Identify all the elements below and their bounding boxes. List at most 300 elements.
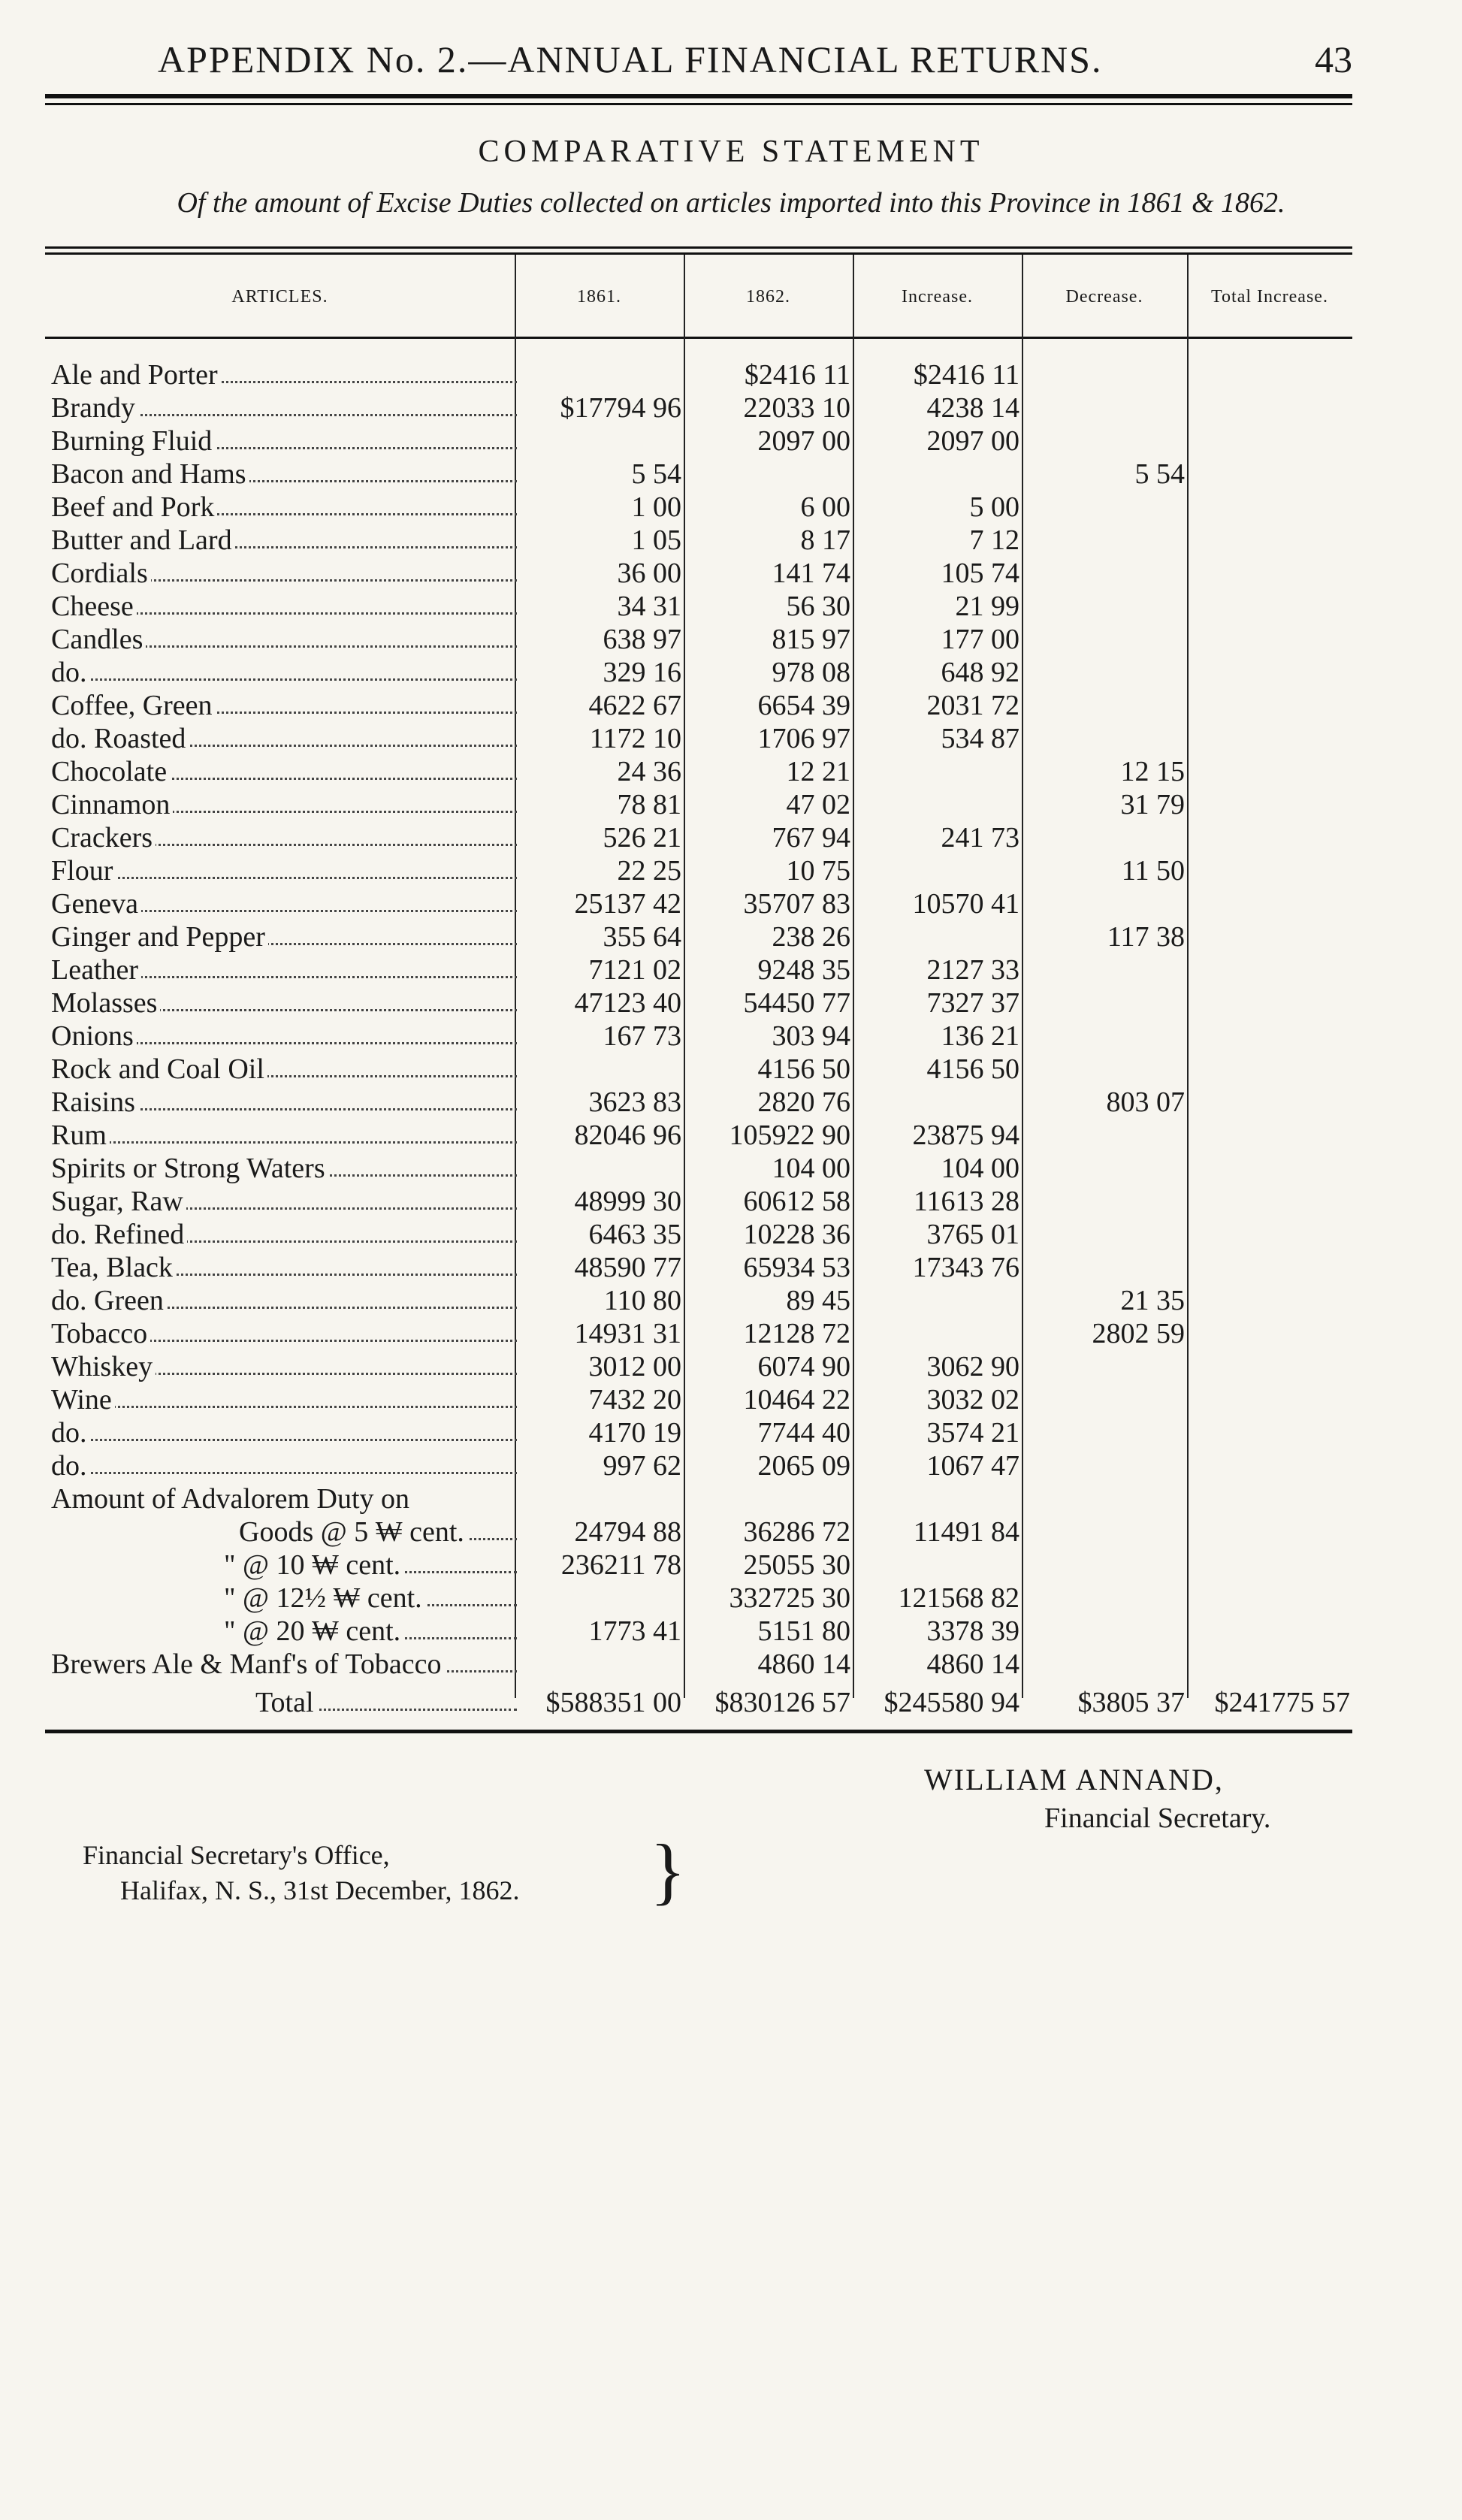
- cell-total-increase: [1187, 1417, 1350, 1449]
- cell-1862: 54450 77: [743, 987, 850, 1019]
- cell-article: [51, 1285, 517, 1316]
- cell-1862: 238 26: [772, 921, 850, 953]
- cell-increase: 4860 14: [926, 1648, 1019, 1680]
- table-row: [45, 359, 1352, 391]
- article-label: " @ 10 ₩ cent.: [224, 1549, 403, 1581]
- cell-article: [224, 1549, 517, 1581]
- cell-increase: 3765 01: [926, 1219, 1019, 1250]
- cell-decrease: [1022, 822, 1185, 854]
- article-label: Rum: [51, 1119, 110, 1151]
- cell-article: [51, 756, 517, 787]
- cell-1861: 5 54: [631, 458, 681, 490]
- total-rule: [45, 1730, 1352, 1733]
- cell-decrease: [1022, 624, 1185, 655]
- article-label: Wine: [51, 1384, 115, 1416]
- total-row: [45, 1687, 1352, 1718]
- column-header-1862: 1862.: [746, 287, 790, 307]
- cell-article: [51, 1318, 517, 1349]
- article-label: Cinnamon: [51, 789, 173, 820]
- cell-increase: 104 00: [941, 1153, 1019, 1184]
- cell-1862: 767 94: [772, 822, 850, 854]
- article-label: do.: [51, 1450, 90, 1482]
- cell-1862: 6 00: [800, 491, 850, 523]
- cell-1862: [684, 1483, 850, 1515]
- article-label: Amount of Advalorem Duty on: [51, 1483, 410, 1515]
- cell-increase: 3574 21: [926, 1417, 1019, 1449]
- cell-total-increase: [1187, 359, 1350, 391]
- cell-increase: 5 00: [969, 491, 1019, 523]
- cell-1861: 7432 20: [588, 1384, 681, 1416]
- cell-total-increase: [1187, 624, 1350, 655]
- table-row: [45, 425, 1352, 457]
- table-row: [45, 987, 1352, 1019]
- table-row: [45, 1252, 1352, 1283]
- article-label: Whiskey: [51, 1351, 156, 1382]
- cell-increase: 17343 76: [912, 1252, 1019, 1283]
- article-label: Candles: [51, 624, 146, 655]
- cell-article: [51, 1483, 409, 1515]
- cell-article: [51, 1450, 517, 1482]
- cell-1861: 48590 77: [574, 1252, 681, 1283]
- cell-decrease: [1022, 359, 1185, 391]
- cell-decrease: [1022, 1549, 1185, 1581]
- cell-increase: [853, 1549, 1019, 1581]
- cell-article: [224, 1582, 517, 1614]
- cell-total-increase: [1187, 1252, 1350, 1283]
- cell-decrease: [1022, 1450, 1185, 1482]
- cell-1861: 6463 35: [588, 1219, 681, 1250]
- cell-decrease: [1022, 888, 1185, 920]
- table-row: [45, 1318, 1352, 1349]
- cell-increase: [853, 1318, 1019, 1349]
- cell-1862: 36286 72: [743, 1516, 850, 1548]
- cell-total-increase: [1187, 987, 1350, 1019]
- cell-1861: 78 81: [617, 789, 681, 820]
- cell-decrease: [1022, 987, 1185, 1019]
- cell-1861: 24794 88: [574, 1516, 681, 1548]
- cell-article: [51, 458, 517, 490]
- article-label: Spirits or Strong Waters: [51, 1153, 328, 1184]
- cell-article: [51, 557, 517, 589]
- cell-1861: 25137 42: [574, 888, 681, 920]
- cell-decrease: [1022, 657, 1185, 688]
- cell-1862: 6074 90: [757, 1351, 850, 1382]
- cell-increase: [853, 1483, 1019, 1515]
- table-row: [45, 1053, 1352, 1085]
- cell-total-increase: [1187, 1582, 1350, 1614]
- cell-total-increase: [1187, 1186, 1350, 1217]
- table-row: [45, 1351, 1352, 1382]
- cell-increase: 648 92: [941, 657, 1019, 688]
- article-label: Crackers: [51, 822, 156, 854]
- cell-total-increase: [1187, 1549, 1350, 1581]
- cell-total-increase: [1187, 1384, 1350, 1416]
- table-row: [45, 789, 1352, 820]
- cell-1862: 5151 80: [757, 1615, 850, 1647]
- cell-total-increase: [1187, 1516, 1350, 1548]
- table-row: [45, 1516, 1352, 1548]
- running-title: APPENDIX No. 2.—ANNUAL FINANCIAL RETURNS.: [158, 38, 1103, 80]
- table-row: [45, 1615, 1352, 1647]
- cell-total-increase: [1187, 1119, 1350, 1151]
- cell-total-increase: [1187, 657, 1350, 688]
- cell-article: [51, 690, 517, 721]
- cell-1861: 236211 78: [560, 1549, 681, 1581]
- column-header-articles: ARTICLES.: [231, 287, 328, 307]
- table-row: [45, 1450, 1352, 1482]
- article-label: Leather: [51, 954, 141, 986]
- cell-increase: 21 99: [955, 591, 1019, 622]
- cell-1861: 47123 40: [574, 987, 681, 1019]
- cell-total-increase: [1187, 1153, 1350, 1184]
- cell-total-increase: [1187, 557, 1350, 589]
- cell-1862: 2820 76: [757, 1086, 850, 1118]
- cell-article: [51, 1153, 517, 1184]
- cell-1861: 3012 00: [588, 1351, 681, 1382]
- cell-increase: 2031 72: [926, 690, 1019, 721]
- table-row: [45, 1086, 1352, 1118]
- article-label: Geneva: [51, 888, 141, 920]
- cell-total-increase: [1187, 1318, 1350, 1349]
- cell-total-increase: [1187, 855, 1350, 887]
- table-row: [45, 954, 1352, 986]
- cell-decrease: 12 15: [1120, 756, 1185, 787]
- cell-article: [51, 1020, 517, 1052]
- cell-total-increase: [1187, 1648, 1350, 1680]
- cell-increase: [853, 789, 1019, 820]
- cell-increase: 177 00: [941, 624, 1019, 655]
- cell-1862: $830126 57: [714, 1687, 850, 1718]
- total-label: [255, 1687, 517, 1718]
- cell-1861: 355 64: [603, 921, 681, 953]
- column-header-1861: 1861.: [577, 287, 621, 307]
- article-label: Beef and Pork: [51, 491, 217, 523]
- cell-increase: [853, 1285, 1019, 1316]
- table-row: [45, 888, 1352, 920]
- cell-total-increase: [1187, 491, 1350, 523]
- article-label: Burning Fluid: [51, 425, 215, 457]
- cell-article: [239, 1516, 517, 1548]
- cell-decrease: [1022, 1351, 1185, 1382]
- cell-decrease: [1022, 1582, 1185, 1614]
- statement-subtitle: Of the amount of Excise Duties collected on articles imported into this Province in 1861 & 1862.: [177, 187, 1285, 219]
- cell-increase: 2097 00: [926, 425, 1019, 457]
- cell-decrease: [1022, 392, 1185, 424]
- cell-1861: 110 80: [603, 1285, 681, 1316]
- cell-decrease: [1022, 1119, 1185, 1151]
- cell-total-increase: [1187, 921, 1350, 953]
- cell-increase: 4238 14: [926, 392, 1019, 424]
- cell-1862: 10 75: [786, 855, 850, 887]
- table-row: [45, 756, 1352, 787]
- cell-increase: 11491 84: [913, 1516, 1019, 1548]
- table-row: [45, 557, 1352, 589]
- article-label: Coffee, Green: [51, 690, 216, 721]
- cell-1862: 12128 72: [743, 1318, 850, 1349]
- cell-increase: 7327 37: [926, 987, 1019, 1019]
- cell-article: [51, 425, 517, 457]
- article-label: " @ 20 ₩ cent.: [224, 1615, 403, 1647]
- table-header-row: [45, 259, 1352, 334]
- cell-1861: $17794 96: [560, 392, 681, 424]
- cell-decrease: [1022, 1648, 1185, 1680]
- table-rule: [45, 246, 1352, 249]
- article-label: Brandy: [51, 392, 138, 424]
- cell-1862: 9248 35: [757, 954, 850, 986]
- table-row: [45, 1020, 1352, 1052]
- cell-total-increase: [1187, 954, 1350, 986]
- office-line: Halifax, N. S., 31st December, 1862.: [120, 1875, 520, 1905]
- cell-decrease: [1022, 1053, 1185, 1085]
- cell-total-increase: [1187, 789, 1350, 820]
- cell-total-increase: [1187, 1351, 1350, 1382]
- cell-total-increase: $241775 57: [1214, 1687, 1350, 1718]
- cell-increase: [853, 855, 1019, 887]
- cell-decrease: [1022, 1219, 1185, 1250]
- cell-decrease: [1022, 491, 1185, 523]
- article-label: do.: [51, 657, 90, 688]
- cell-total-increase: [1187, 822, 1350, 854]
- cell-1861: 4170 19: [588, 1417, 681, 1449]
- cell-1862: 12 21: [786, 756, 850, 787]
- cell-article: [51, 987, 517, 1019]
- cell-1862: 25055 30: [743, 1549, 850, 1581]
- office-line: Financial Secretary's Office,: [83, 1840, 390, 1870]
- cell-increase: 2127 33: [926, 954, 1019, 986]
- article-label: do. Refined: [51, 1219, 187, 1250]
- cell-article: [51, 921, 517, 953]
- cell-decrease: [1022, 1417, 1185, 1449]
- table-row: [45, 624, 1352, 655]
- cell-article: [51, 1648, 517, 1680]
- cell-article: [51, 954, 517, 986]
- cell-1862: 6654 39: [757, 690, 850, 721]
- cell-1862: 105922 90: [729, 1119, 850, 1151]
- cell-1861: [515, 425, 681, 457]
- header-rule: [45, 94, 1352, 98]
- table-row: [45, 524, 1352, 556]
- cell-increase: 534 87: [941, 723, 1019, 754]
- cell-decrease: [1022, 1384, 1185, 1416]
- cell-increase: [853, 921, 1019, 953]
- cell-decrease: 5 54: [1134, 458, 1185, 490]
- cell-increase: [853, 458, 1019, 490]
- cell-decrease: [1022, 1483, 1185, 1515]
- article-label: Flour: [51, 855, 116, 887]
- cell-1861: 167 73: [603, 1020, 681, 1052]
- article-label: Ale and Porter: [51, 359, 221, 391]
- article-label: do.: [51, 1417, 90, 1449]
- cell-1862: [684, 458, 850, 490]
- table-row: [45, 723, 1352, 754]
- cell-increase: $2416 11: [913, 359, 1019, 391]
- cell-decrease: [1022, 1020, 1185, 1052]
- cell-1862: 978 08: [772, 657, 850, 688]
- cell-decrease: [1022, 723, 1185, 754]
- cell-article: [51, 1053, 517, 1085]
- cell-1862: 4860 14: [757, 1648, 850, 1680]
- cell-1861: [515, 1153, 681, 1184]
- cell-article: [51, 657, 517, 688]
- cell-1862: 8 17: [800, 524, 850, 556]
- signature-title: Financial Secretary.: [1044, 1802, 1271, 1834]
- cell-article: [51, 1252, 517, 1283]
- cell-article: [51, 392, 517, 424]
- cell-increase: 3378 39: [926, 1615, 1019, 1647]
- table-rule: [45, 252, 1352, 255]
- cell-total-increase: [1187, 1615, 1350, 1647]
- cell-1861: 7121 02: [588, 954, 681, 986]
- article-label: Ginger and Pepper: [51, 921, 268, 953]
- cell-decrease: 11 50: [1121, 855, 1185, 887]
- cell-1862: 4156 50: [757, 1053, 850, 1085]
- cell-decrease: 2802 59: [1092, 1318, 1185, 1349]
- cell-1862: 2065 09: [757, 1450, 850, 1482]
- cell-article: [51, 1351, 517, 1382]
- table-row: [45, 690, 1352, 721]
- cell-increase: 136 21: [941, 1020, 1019, 1052]
- table-row: [45, 1417, 1352, 1449]
- cell-1861: 36 00: [617, 557, 681, 589]
- cell-increase: 3032 02: [926, 1384, 1019, 1416]
- cell-1861: [515, 1053, 681, 1085]
- cell-1862: 815 97: [772, 624, 850, 655]
- cell-total-increase: [1187, 591, 1350, 622]
- cell-decrease: [1022, 1153, 1185, 1184]
- cell-article: [51, 1119, 517, 1151]
- table-row: [45, 1285, 1352, 1316]
- cell-1862: 89 45: [786, 1285, 850, 1316]
- cell-1861: 1773 41: [588, 1615, 681, 1647]
- cell-decrease: [1022, 1615, 1185, 1647]
- cell-total-increase: [1187, 1285, 1350, 1316]
- article-label: Bacon and Hams: [51, 458, 249, 490]
- article-label: Molasses: [51, 987, 160, 1019]
- signature-name: WILLIAM ANNAND,: [924, 1763, 1224, 1796]
- cell-total-increase: [1187, 690, 1350, 721]
- cell-1861: 638 97: [603, 624, 681, 655]
- table-row: [45, 921, 1352, 953]
- statement-title: COMPARATIVE STATEMENT: [478, 134, 984, 169]
- cell-decrease: [1022, 954, 1185, 986]
- cell-1862: 141 74: [772, 557, 850, 589]
- cell-total-increase: [1187, 1450, 1350, 1482]
- cell-increase: 4156 50: [926, 1053, 1019, 1085]
- article-label: Rock and Coal Oil: [51, 1053, 267, 1085]
- article-label: " @ 12½ ₩ cent.: [224, 1582, 425, 1614]
- cell-decrease: [1022, 425, 1185, 457]
- cell-1862: 60612 58: [743, 1186, 850, 1217]
- table-row: [45, 1186, 1352, 1217]
- cell-decrease: [1022, 1516, 1185, 1548]
- table-row: [45, 392, 1352, 424]
- table-row: [45, 591, 1352, 622]
- column-header-increase: Increase.: [902, 287, 973, 307]
- cell-1861: 329 16: [603, 657, 681, 688]
- table-row: [45, 491, 1352, 523]
- cell-decrease: 21 35: [1120, 1285, 1185, 1316]
- running-head: [45, 30, 1352, 90]
- cell-article: [51, 888, 517, 920]
- cell-article: [51, 789, 517, 820]
- cell-1861: 24 36: [617, 756, 681, 787]
- cell-article: [51, 822, 517, 854]
- table-row: [45, 1483, 1352, 1515]
- cell-article: [51, 491, 517, 523]
- cell-1861: 1172 10: [589, 723, 681, 754]
- article-label: Sugar, Raw: [51, 1186, 186, 1217]
- cell-1862: 332725 30: [729, 1582, 850, 1614]
- table-row: [45, 1119, 1352, 1151]
- cell-total-increase: [1187, 458, 1350, 490]
- cell-1862: 1706 97: [757, 723, 850, 754]
- cell-1862: 56 30: [786, 591, 850, 622]
- cell-article: [51, 855, 517, 887]
- table-row: [45, 1648, 1352, 1680]
- cell-1861: 526 21: [603, 822, 681, 854]
- page-number: 43: [1315, 38, 1352, 80]
- cell-increase: 1067 47: [926, 1450, 1019, 1482]
- article-label: Cordials: [51, 557, 151, 589]
- cell-total-increase: [1187, 888, 1350, 920]
- cell-article: [51, 1417, 517, 1449]
- cell-total-increase: [1187, 524, 1350, 556]
- cell-decrease: [1022, 1252, 1185, 1283]
- article-label: do. Green: [51, 1285, 167, 1316]
- table-row: [45, 1219, 1352, 1250]
- cell-total-increase: [1187, 1483, 1350, 1515]
- cell-total-increase: [1187, 392, 1350, 424]
- cell-increase: [853, 1086, 1019, 1118]
- cell-article: [51, 1384, 517, 1416]
- cell-1861: [515, 1648, 681, 1680]
- brace-glyph: }: [650, 1829, 686, 1912]
- cell-1861: 48999 30: [574, 1186, 681, 1217]
- cell-1861: 34 31: [617, 591, 681, 622]
- article-label: Butter and Lard: [51, 524, 235, 556]
- cell-decrease: 803 07: [1106, 1086, 1185, 1118]
- cell-decrease: 117 38: [1107, 921, 1185, 953]
- table-row: [45, 1384, 1352, 1416]
- cell-decrease: [1022, 591, 1185, 622]
- table-row: [45, 822, 1352, 854]
- cell-total-increase: [1187, 1086, 1350, 1118]
- cell-1861: 997 62: [603, 1450, 681, 1482]
- total-label-text: Total: [255, 1687, 317, 1718]
- cell-1861: $588351 00: [545, 1687, 681, 1718]
- cell-1862: 10228 36: [743, 1219, 850, 1250]
- table-row: [45, 1582, 1352, 1614]
- cell-decrease: [1022, 690, 1185, 721]
- cell-1862: 303 94: [772, 1020, 850, 1052]
- cell-increase: 241 73: [941, 822, 1019, 854]
- article-label: Onions: [51, 1020, 137, 1052]
- cell-article: [51, 1186, 517, 1217]
- cell-increase: 7 12: [969, 524, 1019, 556]
- cell-1861: [515, 359, 681, 391]
- cell-1862: 10464 22: [743, 1384, 850, 1416]
- cell-total-increase: [1187, 1053, 1350, 1085]
- cell-total-increase: [1187, 1219, 1350, 1250]
- cell-article: [51, 1086, 517, 1118]
- cell-decrease: [1022, 524, 1185, 556]
- cell-1862: 7744 40: [757, 1417, 850, 1449]
- table-rule: [45, 337, 1352, 339]
- cell-1861: 4622 67: [588, 690, 681, 721]
- article-label: Raisins: [51, 1086, 138, 1118]
- cell-increase: $245580 94: [884, 1687, 1019, 1718]
- cell-increase: 10570 41: [912, 888, 1019, 920]
